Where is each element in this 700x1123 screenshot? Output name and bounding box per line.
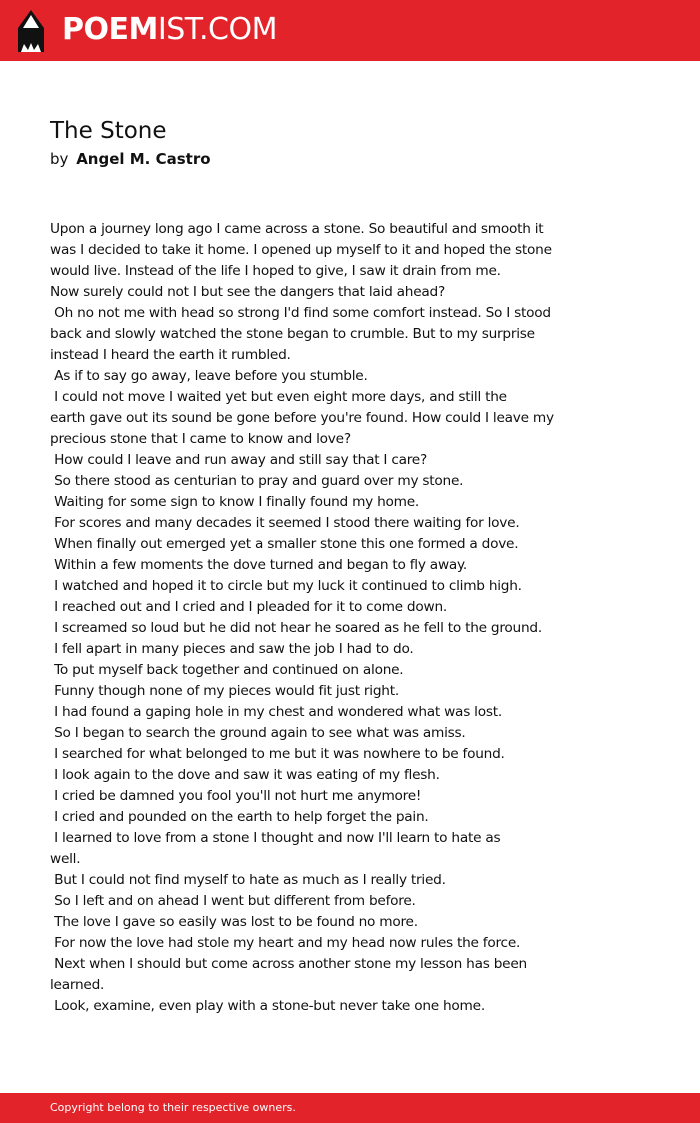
poem-line: I learned to love from a stone I thought and now I'll learn to hate as — [50, 830, 501, 846]
poem-line: So I began to search the ground again to see what was amiss. — [50, 725, 466, 741]
poem-line: back and slowly watched the stone began to crumble. But to my surprise — [50, 326, 535, 342]
poem-line: The love I gave so easily was lost to be found no more. — [50, 914, 418, 930]
poem-line: I searched for what belonged to me but it was nowhere to be found. — [50, 746, 505, 762]
poem-line: Next when I should but come across another stone my lesson has been — [50, 956, 527, 972]
poem-line: Within a few moments the dove turned and began to fly away. — [50, 557, 468, 573]
poem-line: For scores and many decades it seemed I stood there waiting for love. — [50, 515, 520, 531]
poem-line: How could I leave and run away and still say that I care? — [50, 452, 427, 468]
poem-line: So I left and on ahead I went but different from before. — [50, 893, 416, 909]
poem-line: precious stone that I came to know and love? — [50, 431, 351, 447]
poem-line: I watched and hoped it to circle but my luck it continued to climb high. — [50, 578, 522, 594]
poem-line: I had found a gaping hole in my chest and wondered what was lost. — [50, 704, 502, 720]
poem-line: was I decided to take it home. I opened up myself to it and hoped the stone — [50, 242, 552, 258]
by-label: by — [50, 150, 69, 168]
poem-line: learned. — [50, 977, 105, 993]
poem-line: Oh no not me with head so strong I'd find some comfort instead. So I stood — [50, 305, 551, 321]
poem-byline — [50, 149, 211, 169]
poem-line: earth gave out its sound be gone before you're found. How could I leave my — [50, 410, 554, 426]
poem-line: well. — [50, 851, 81, 867]
poem-line: instead I heard the earth it rumbled. — [50, 347, 291, 363]
poem-line: I screamed so loud but he did not hear he soared as he fell to the ground. — [50, 620, 542, 636]
poem-line: I look again to the dove and saw it was eating of my flesh. — [50, 767, 440, 783]
poem-line: Upon a journey long ago I came across a stone. So beautiful and smooth it — [50, 221, 544, 237]
poem-line: Now surely could not I but see the dangers that laid ahead? — [50, 284, 445, 300]
site-logo[interactable] — [62, 11, 277, 49]
poem-line: I cried be damned you fool you'll not hurt me anymore! — [50, 788, 422, 804]
poem-line: To put myself back together and continued on alone. — [50, 662, 404, 678]
poem-line: But I could not find myself to hate as much as I really tried. — [50, 872, 446, 888]
pencil-icon[interactable] — [18, 10, 44, 52]
poem-author: Angel M. Castro — [76, 150, 211, 168]
poem-line: Funny though none of my pieces would fit just right. — [50, 683, 399, 699]
poem-line: I reached out and I cried and I pleaded for it to come down. — [50, 599, 447, 615]
poem-line: As if to say go away, leave before you stumble. — [50, 368, 368, 384]
poem-line: For now the love had stole my heart and my head now rules the force. — [50, 935, 521, 951]
copyright-text: Copyright belong to their respective owners. — [50, 1101, 296, 1114]
site-header — [0, 0, 700, 61]
logo-light-text: IST.COM — [157, 12, 277, 47]
logo-bold-text: POEM — [62, 12, 158, 47]
poem-line: Look, examine, even play with a stone-but never take one home. — [50, 998, 485, 1014]
poem-line: When finally out emerged yet a smaller stone this one formed a dove. — [50, 536, 519, 552]
poem-line: I fell apart in many pieces and saw the job I had to do. — [50, 641, 414, 657]
poem-line: I could not move I waited yet but even eight more days, and still the — [50, 389, 507, 405]
poem-line: So there stood as centurian to pray and guard over my stone. — [50, 473, 464, 489]
site-footer — [0, 1093, 700, 1123]
poem-title: The Stone — [50, 118, 167, 144]
poem-line: I cried and pounded on the earth to help forget the pain. — [50, 809, 429, 825]
poem-body — [50, 219, 670, 1017]
poem-line: would live. Instead of the life I hoped to give, I saw it drain from me. — [50, 263, 501, 279]
poem-line: Waiting for some sign to know I finally found my home. — [50, 494, 420, 510]
